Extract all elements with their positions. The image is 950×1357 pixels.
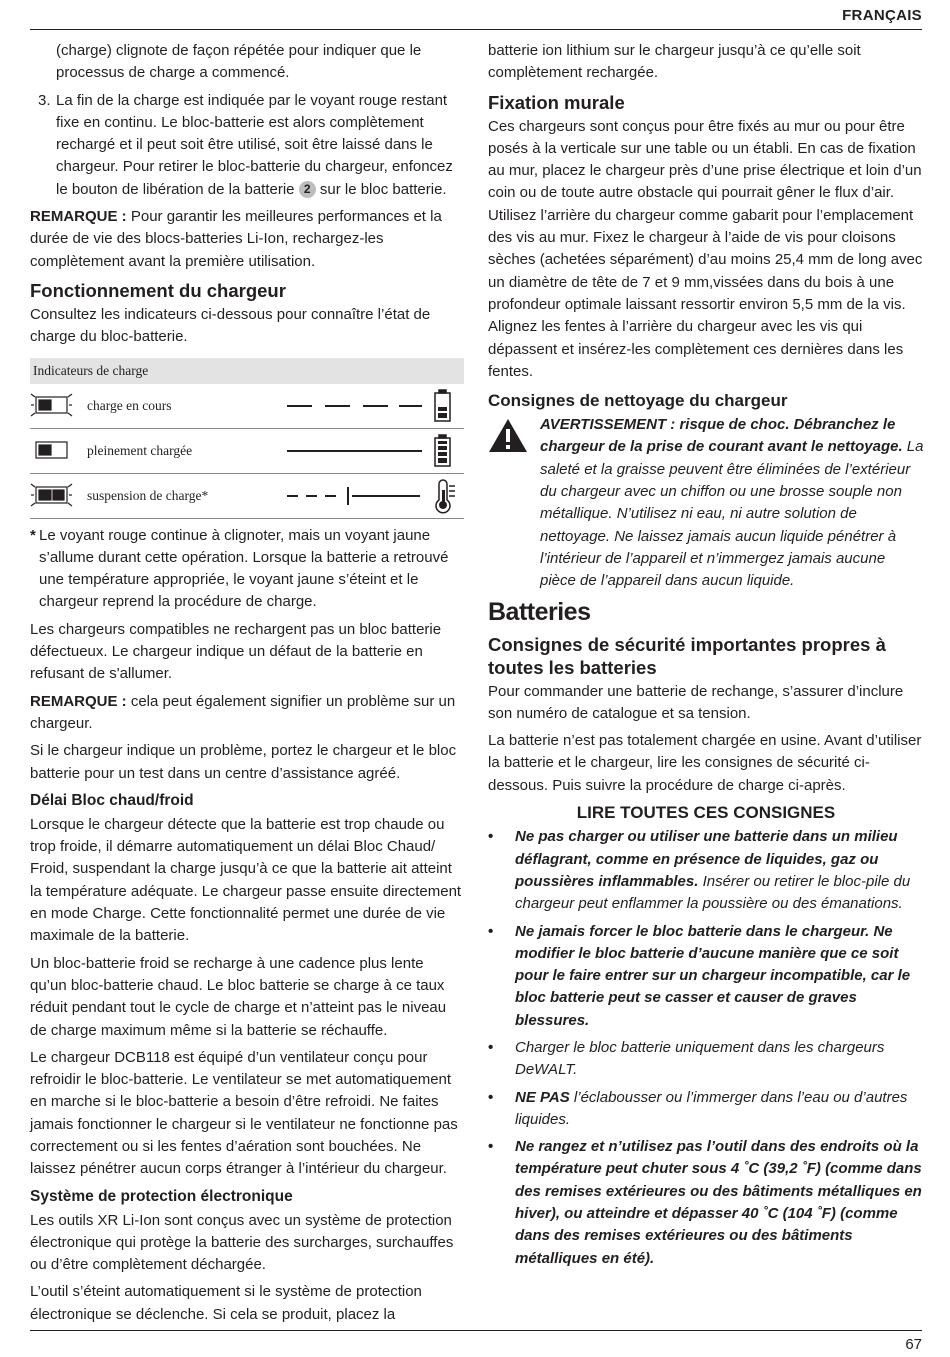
bullet-icon: •: [488, 1088, 494, 1106]
paragraph-charge-start: (charge) clignote de façon répétée pour indiquer que le processus de charge a commencé.: [56, 42, 422, 82]
remark-text: cela peut également signifier un problème sur un chargeur.: [30, 692, 456, 732]
remark-2: [30, 691, 464, 736]
remark-1: [30, 206, 464, 273]
remark-label: REMARQUE :: [30, 208, 127, 226]
list-item: [488, 921, 924, 1032]
paragraph-continued: batterie ion lithium sur le chargeur jusqu’à ce qu’elle soit complètement rechargée.: [488, 42, 861, 82]
paragraph-commander: Pour commander une batterie de rechange, s’assurer d’inclure son numéro de catalogue et sa tension.: [488, 682, 904, 722]
table-row-charging: [30, 384, 464, 429]
bottom-rule: [30, 1330, 922, 1331]
warning-block: [488, 414, 924, 592]
heading-nettoyage: Consignes de nettoyage du chargeur: [488, 391, 788, 411]
list-item-3: [30, 90, 464, 201]
paragraph-compatibles: Les chargeurs compatibles ne rechargent pas un bloc batterie défectueux. Le chargeur indique un défaut de la batterie en refusant de s'allumer.: [30, 620, 442, 683]
bullet-icon: •: [488, 922, 494, 940]
table-row-suspended: [30, 474, 464, 519]
paragraph-fixation: Ces chargeurs sont conçus pour être fixés au mur ou pour être posés à la verticale sur une table ou un établi. En cas de fixation au mur, placez le chargeur près d’une prise électrique et loin d’un coin ou de toute autre obstacle qui pourrait gêner le flux d’air. Utilisez l’arrière du chargeur comme gabarit pour l’emplacement des vis au mur. Fixez le chargeur à l’aide de vis pour cloisons sèches (achetées séparément) d’au moins 25,4 mm de long avec un diamètre de tête de 7 et 9 mm,vissées dans du bois à une profondeur optimale laissant ressortir environ 5,5 mm de la vis. Alignez les fentes à l’arrière du chargeur avec les vis qui dépassent et insérez-les complètement ces dernières dans les fentes.: [488, 117, 923, 380]
remark-text: Pour garantir les meilleures performances et la durée de vie des blocs-batteries Li-Ion, rechargez-les complètement avant la première utilisation.: [30, 208, 442, 270]
warning-triangle-icon: [488, 418, 528, 454]
footnote-text: Le voyant rouge continue à clignoter, mais un voyant jaune s’allume durant cette opération. Lorsque la batterie a retrouvé une température appropriée, le voyant jaune s’éteint et le chargeur reprend la procédure de charge.: [39, 526, 449, 611]
top-rule: [30, 29, 922, 30]
paragraph-probleme: Si le chargeur indique un problème, portez le chargeur et le bloc batterie pour un test dans un centre d’assistance agréé.: [30, 742, 457, 782]
heading-lire-consignes: LIRE TOUTES CES CONSIGNES: [576, 803, 836, 823]
heading-consignes-securite: Consignes de sécurité importantes propres à toutes les batteries: [488, 633, 886, 678]
bullet-icon: •: [488, 1038, 494, 1056]
item-text: Insérer ou retirer le bloc-pile du chargeur peut enflammer la poussière ou des émanations.: [515, 872, 911, 913]
callout-badge: 2: [299, 181, 316, 198]
table-footnote: [30, 525, 464, 614]
list-number: 3.: [38, 91, 51, 109]
item-text: Charger le bloc batterie uniquement dans les chargeurs DeWALT.: [515, 1038, 885, 1079]
charge-indicators-table: [30, 358, 464, 519]
warning-text: [540, 414, 924, 592]
row-label: pleinement chargée: [87, 442, 193, 458]
heading-fonctionnement: Fonctionnement du chargeur: [30, 279, 286, 301]
item-bold: Ne pas charger ou utiliser une batterie dans un milieu déflagrant, comme en présence de liquides, gaz ou poussières inflammables.: [515, 828, 898, 890]
safety-list: [488, 826, 924, 1270]
item-bold: Ne jamais forcer le bloc batterie dans le chargeur. Ne modifier le bloc batterie d’aucune manière que ce soit pour le faire entrer sur un chargeur incompatible, car le bloc batterie peut se casser et causer de graves blessures.: [515, 922, 911, 1029]
list-item-3-text: La fin de la charge est indiquée par le voyant rouge restant fixe en continu. Le bloc-batterie est alors complètement rechargé et il peut soit être utilisé, soit être laissé dans le chargeur. Pour retirer le bloc-batterie du chargeur, enfoncez le bouton de libération de la batterie: [56, 91, 453, 198]
row-label: charge en cours: [87, 397, 172, 413]
table-header: Indicateurs de charge: [30, 358, 464, 384]
heading-delai: Délai Bloc chaud/froid: [30, 791, 194, 809]
remark-label: REMARQUE :: [30, 692, 127, 710]
bullet-icon: •: [488, 1138, 494, 1156]
heading-systeme: Système de protection électronique: [30, 1187, 293, 1205]
paragraph-delai-1: Lorsque le chargeur détecte que la batterie est trop chaude ou trop froide, il démarre automatiquement un délai Bloc Chaud/ Froid, suspendant la charge jusqu’à ce que la batterie ait atteint la température adéquate. Le chargeur passe ensuite directement en mode Charge. Cette fonctionnalité permet une durée de vie maximale de la batterie.: [30, 815, 462, 945]
paragraph-dcb118: Le chargeur DCB118 est équipé d’un ventilateur conçu pour refroidir le bloc-batterie. Le ventilateur se met automatiquement en marche si le bloc-batterie a besoin d’être refroidi. Ne faites jamais fonctionner le chargeur si le ventilateur ne fonctionne pas correctement ou si les fentes d’aération sont bouchées. Ne laissez pénétrer aucun corps étranger à l’intérieur du chargeur.: [30, 1048, 458, 1178]
left-column: [30, 40, 464, 1331]
warning-body: La saleté et la graisse peuvent être éliminées de l’extérieur du chargeur avec un chiffon ou une brosse souple non métallique. N’utilisez ni eau, ni autre solution de nettoyage. Ne laissez jamais aucun liquide pénétrer à l’intérieur de l’appareil et n’immergez jamais aucune pièce de l’appareil dans aucun liquide.: [540, 438, 924, 590]
item-bold: Ne rangez et n’utilisez pas l’outil dans des endroits où la température peut chuter sous 4 ˚C (39,2 ˚F) (comme dans des remises extérieures ou des bâtiments métalliques en hiver), ou atteindre et dépasser 40 ˚C (104 ˚F) (comme dans des remises extérieures ou des bâtiments métalliques en été).: [515, 1138, 922, 1267]
paragraph-consultez: Consultez les indicateurs ci-dessous pour connaître l’état de charge du bloc-batterie.: [30, 305, 431, 346]
item-bold: NE PAS: [515, 1088, 570, 1106]
list-item: [488, 826, 924, 915]
list-item-3-text-end: sur le bloc batterie.: [319, 180, 447, 198]
right-column: [488, 40, 924, 1275]
list-item: [488, 1037, 924, 1082]
bullet-icon: •: [488, 828, 494, 846]
list-item: [488, 1087, 924, 1132]
footnote-marker: *: [30, 526, 36, 544]
row-label: suspension de charge*: [87, 487, 209, 503]
language-label: FRANÇAIS: [842, 7, 922, 24]
page-number: 67: [905, 1336, 922, 1353]
heading-fixation: Fixation murale: [488, 91, 625, 113]
paragraph-delai-2: Un bloc-batterie froid se recharge à une cadence plus lente qu’un bloc-batterie chaud. Le bloc batterie se charge à ce taux réduit pendant tout le cycle de charge et n’atteint pas le niveau de charge maximum même si la batterie se réchauffe.: [30, 954, 447, 1039]
list-item: [488, 1136, 924, 1270]
heading-batteries: Batteries: [488, 597, 591, 626]
paragraph-systeme-1: Les outils XR Li-Ion sont conçus avec un système de protection électronique qui protège la batterie des surcharges, surchauffes ou d’être complètement déchargée.: [30, 1211, 454, 1274]
warning-heading: AVERTISSEMENT : risque de choc. Débranchez le chargeur de la prise de courant avant le nettoyage.: [540, 416, 903, 456]
table-row-full: [30, 429, 464, 474]
item-text: l’éclabousser ou l’immerger dans l’eau ou d’autres liquides.: [515, 1088, 908, 1128]
paragraph-systeme-2: L’outil s’éteint automatiquement si le système de protection électronique se déclenche. Si cela se produit, placez la: [30, 1283, 422, 1323]
paragraph-usine: La batterie n’est pas totalement chargée en usine. Avant d’utiliser la batterie et le chargeur, lire les consignes de sécurité ci-dessous. Puis suivre la procédure de charge ci-après.: [488, 732, 922, 794]
